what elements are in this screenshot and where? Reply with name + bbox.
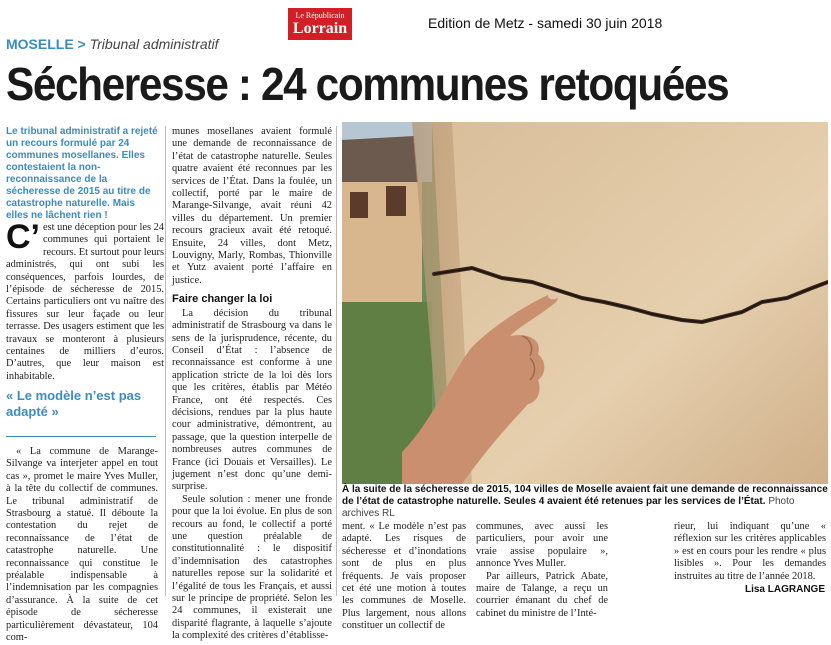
section-kicker — [6, 36, 219, 52]
edition-date: Edition de Metz - samedi 30 juin 2018 — [428, 15, 663, 31]
intro-lede: Le tribunal administratif a rejeté un recours formulé par 24 communes mosellanes. Elles contestaient la non-reconnaissance de la sécheresse de 2015 au titre de catastrophe naturelle. Mais elles ne lâchent rien ! — [6, 126, 158, 221]
column-divider — [165, 126, 166, 596]
body-column-5 — [674, 521, 826, 583]
paragraph-6-text: ment. « Le modèle n’est pas adapté. Les risques de sécheresse et d’inondations sont de plus en plus fréquents. Je vais proposer cet été une motion à toutes les communes de Moselle. Plus largement, nous allons constituer un collectif de — [342, 521, 466, 632]
photo-credit: Photo archives RL — [342, 496, 795, 519]
cracked-wall-illustration — [342, 122, 828, 484]
pull-quote: « Le modèle n’est pas adapté » — [6, 388, 142, 419]
paragraph-5-text: Seule solution : mener une fronde pour que la loi évolue. En plus de son recours au fond, le collectif a porté une question préalable de constitutionnalité : le dispositif d’indemnisation des catastrophes naturelles repose sur la solidarité et l’égalité de tous les Français, et aussi sur le principe de propriété. Selon les 24 communes, il existerait une disparité flagrante, à laquelle s’ajoute la complexité des critères d’établisse- — [172, 493, 332, 642]
caption-text: À la suite de la sécheresse de 2015, 104 villes de Moselle avaient fait une demande de reconnaissance de l’état de catastrophe naturelle. Seules 4 avaient été retenues par les services de l’État. — [342, 484, 828, 507]
article-photo — [342, 122, 828, 484]
body-column-2 — [172, 126, 332, 643]
pull-quote-divider — [6, 436, 156, 437]
column-divider — [336, 126, 337, 596]
logo-line-1: Le Républicain — [295, 11, 345, 20]
body-column-4 — [476, 521, 608, 620]
paragraph-8-text: Par ailleurs, Patrick Abate, maire de Talange, a reçu un courrier émanant du chef de cabinet du ministre de l’Inté- — [476, 570, 608, 619]
section-label: MOSELLE > — [6, 36, 86, 52]
body-paragraph-1 — [6, 218, 164, 383]
paragraph-9-text: rieur, lui indiquant qu’une « réflexion sur les critères applicables » est en cours pour les rendre « plus lisibles ». Pour les demandes instruites au titre de l’année 2018. — [674, 521, 826, 582]
headline: Sécheresse : 24 communes retoquées — [6, 58, 729, 110]
paragraph-1-text: est une déception pour les 24 communes qui portaient le recours. Et surtout pour leurs administrés, qui ont subi les conséquences, parfois lourdes, de l’épisode de sécheresse de 2015. Certains particuliers ont vu naître des fissures sur leur façade ou leur terrasse. Des usagers estiment que les travaux se monteront à plusieurs centaines de milliers d’euros. D’autres, que leur maison est inhabitable. — [6, 222, 164, 382]
paragraph-7-text: communes, avec aussi les particuliers, pour avoir une vraie assise populaire », annonce Yves Muller. — [476, 521, 608, 570]
paragraph-3-text: munes mosellanes avaient formulé une demande de reconnaissance de l’état de catastrophe naturelle. Seules quatre avaient été reconnues par les services de l’État. Dans la foulée, un collectif, porté par le maire de Marange-Silvange, avait réuni 42 villes du département. Un premier recours gracieux avait été retoqué. Ensuite, 24 villes, dont Metz, Louvigny, Marly, Rombas, Thionville et Yutz avaient porté l’affaire en justice. — [172, 126, 332, 286]
subheading: Faire changer la loi — [172, 293, 273, 306]
logo-line-2: Lorrain — [292, 20, 348, 37]
paragraph-4-text: La décision du tribunal administratif de Strasbourg va dans le sens de la jurisprudence, récente, du Conseil d’État : l’absence de reconnaissance est conforme à une application stricte de la loi dès lors que les critères, établis par Météo France, ont été respectés. Ces décisions, rendues par la plus haute cour administrative, démontrent, au passage, que la question interpelle de nombreuses autres communes de France (ici Douais et Versailles). Le jugement n’est donc qu’une demi-surprise. — [172, 307, 332, 493]
newspaper-logo — [288, 8, 352, 40]
author-byline: Lisa LAGRANGE — [744, 584, 825, 595]
photo-caption — [342, 484, 828, 520]
dropcap: C’ — [6, 218, 40, 256]
subsection-label: Tribunal administratif — [89, 36, 219, 52]
body-paragraph-2 — [6, 446, 158, 645]
body-column-3 — [342, 521, 466, 633]
paragraph-2-text: « La commune de Marange-Silvange va interjeter appel en tout cas », promet le maire Yves Muller, à la tête du collectif de communes. Le tribunal administratif de Strasbourg a statué. Il déboute la contestation du rejet de reconnaissance de l’état de catastrophe naturelle. Une reconnaissance qui constitue le préalable indispensable à l’indemnisation par les compagnies d’assurance. À la suite de cet épisode de sécheresse particulièrement dévastateur, 104 com- — [6, 446, 158, 644]
